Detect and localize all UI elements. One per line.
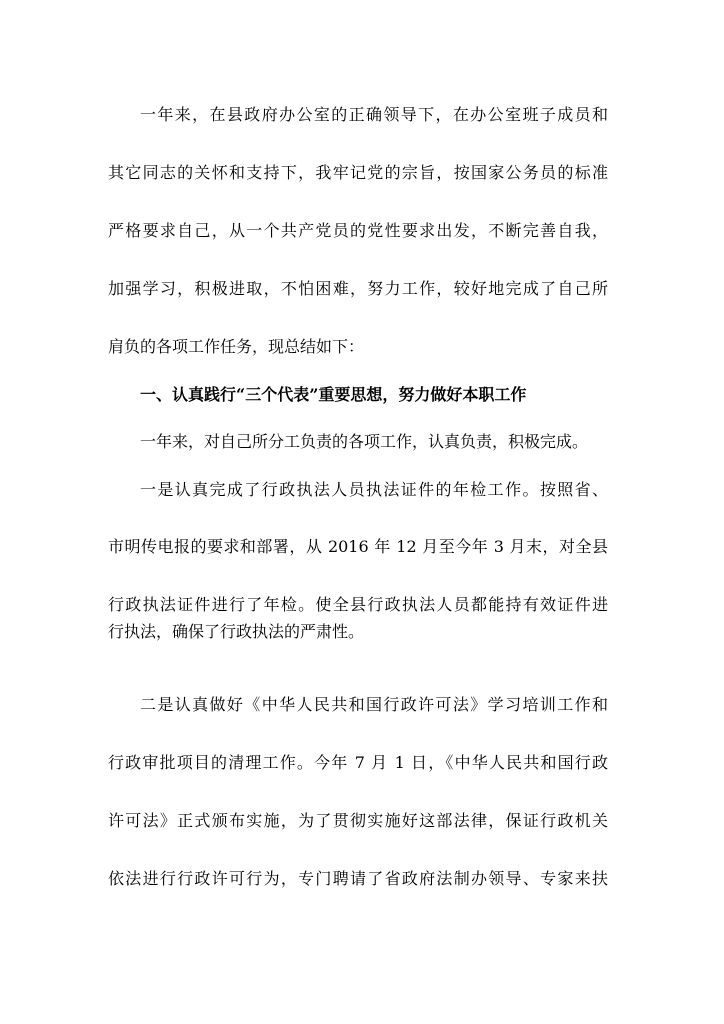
- paragraph-1-line-3: 严格要求自己，从一个共产党员的党性要求出发，不断完善自我，: [108, 221, 608, 240]
- paragraph-1-line-1: 一年来，在县政府办公室的正确领导下，在办公室班子成员和: [140, 105, 608, 124]
- paragraph-1-line-4: 加强学习，积极进取，不怕困难，努力工作，较好地完成了自己所: [108, 279, 608, 298]
- paragraph-1-line-5: 肩负的各项工作任务，现总结如下：: [108, 337, 365, 356]
- paragraph-1-line-2: 其它同志的关怀和支持下，我牢记党的宗旨，按国家公务员的标准: [108, 163, 608, 182]
- paragraph-4-line-2: 行政审批项目的清理工作。今年 7 月 1 日，《中华人民共和国行政: [108, 753, 608, 772]
- paragraph-3-line-2: 市明传电报的要求和部署，从 2016 年 12 月至今年 3 月末，对全县: [108, 537, 608, 556]
- paragraph-3-line-3: 行政执法证件进行了年检。使全县行政执法人员都能持有效证件进: [108, 595, 608, 614]
- paragraph-4-line-3: 许可法》正式颁布实施，为了贯彻实施好这部法律，保证行政机关: [108, 811, 608, 830]
- paragraph-3-line-4: 行执法，确保了行政执法的严肃性。: [108, 622, 365, 641]
- paragraph-2-line-1: 一年来，对自己所分工负责的各项工作，认真负责，积极完成。: [140, 432, 589, 451]
- paragraph-4-line-1: 二是认真做好《中华人民共和国行政许可法》学习培训工作和: [140, 695, 608, 714]
- paragraph-3-line-1: 一是认真完成了行政执法人员执法证件的年检工作。按照省、: [140, 480, 608, 499]
- section-heading: 一、认真践行“三个代表”重要思想，努力做好本职工作: [140, 385, 527, 404]
- paragraph-4-line-4: 依法进行行政许可行为，专门聘请了省政府法制办领导、专家来扶: [108, 869, 608, 888]
